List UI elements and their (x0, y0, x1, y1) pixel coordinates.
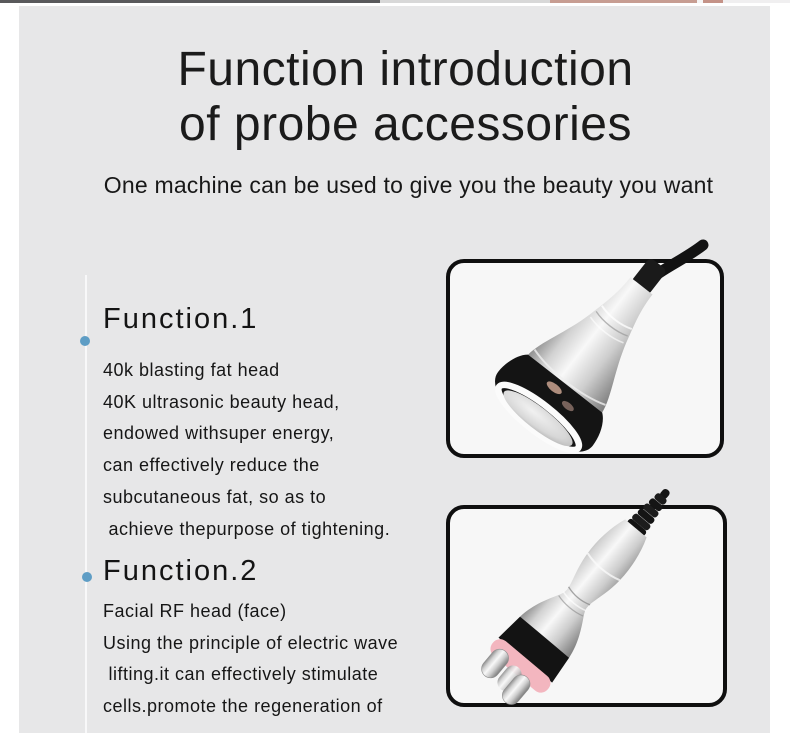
cavitation-probe-image (446, 259, 724, 458)
text-line: subcutaneous fat, so as to (103, 486, 327, 507)
text-line: cells.promote the regeneration of (103, 696, 383, 717)
function-1-description (103, 355, 390, 545)
title-line-1: Function introduction (177, 43, 634, 96)
text-line: can effectively reduce the (103, 455, 320, 476)
function-2-heading: Function.2 (103, 555, 259, 587)
cropped-top-edge (0, 0, 790, 3)
text-line: Using the principle of electric wave (103, 632, 399, 653)
edge-segment (703, 0, 723, 3)
probe-photo-frame-1 (446, 259, 724, 458)
page-title (19, 42, 770, 152)
bullet-dot-icon (80, 336, 90, 346)
function-2-description (103, 596, 398, 723)
text-line: achieve thepurpose of tightening. (103, 518, 391, 539)
edge-segment (380, 0, 550, 3)
text-line: lifting.it can effectively stimulate (103, 664, 379, 685)
content-panel (19, 6, 770, 733)
text-line: Facial RF head (face) (103, 601, 287, 621)
edge-segment (723, 0, 790, 3)
rf-probe-image (446, 505, 727, 707)
text-line: endowed withsuper energy, (103, 423, 335, 444)
edge-segment (550, 0, 697, 3)
text-line: 40K ultrasonic beauty head, (103, 391, 340, 412)
subtitle: One machine can be used to give you the beauty you want (103, 172, 714, 198)
text-line: 40k blasting fat head (103, 360, 280, 380)
probe-cable (659, 245, 703, 273)
probe-photo-frame-2 (446, 505, 727, 707)
title-line-2: of probe accessories (179, 98, 632, 151)
edge-segment (0, 0, 380, 3)
function-1-heading: Function.1 (103, 303, 259, 335)
bullet-dot-icon (82, 572, 92, 582)
